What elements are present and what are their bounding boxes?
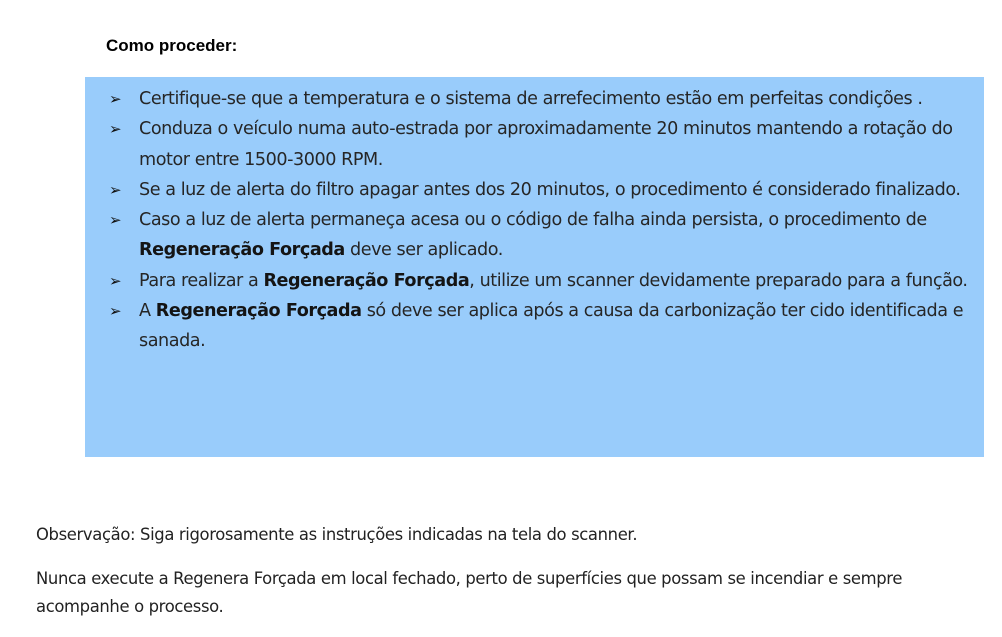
list-item [85, 175, 984, 205]
instructions-list [85, 84, 984, 357]
observation-note: Observação: Siga rigorosamente as instruções indicadas na tela do scanner. [36, 525, 638, 544]
warning-note: Nunca execute a Regenera Forçada em local fechado, perto de superfícies que possam se incendiar e sempre acompanhe o processo. [36, 569, 903, 616]
list-item [85, 114, 984, 175]
item-text: Certifique-se que a temperatura e o sistema de arrefecimento estão em perfeitas condições . [139, 89, 923, 109]
list-item [85, 84, 984, 114]
emphasis-text: Regeneração Forçada [263, 270, 470, 291]
section-heading: Como proceder: [106, 36, 238, 55]
item-text: A [139, 301, 156, 322]
arrow-bullet-icon: ➢ [109, 180, 122, 199]
arrow-bullet-icon: ➢ [109, 302, 122, 321]
emphasis-text: Regeneração Forçada [155, 301, 362, 322]
arrow-bullet-icon: ➢ [109, 211, 122, 230]
item-text: Para realizar a [139, 270, 264, 291]
item-text: Se a luz de alerta do filtro apagar antes dos 20 minutos, o procedimento é considerado finalizado. [139, 179, 961, 200]
item-text: deve ser aplicado. [344, 240, 503, 261]
list-item [85, 205, 984, 266]
instructions-box [85, 77, 984, 457]
emphasis-text: Regeneração Forçada [139, 240, 345, 261]
item-text: só deve ser aplica após a causa da carbonização ter cido identificada e sanada. [139, 301, 964, 352]
list-item [85, 266, 984, 296]
item-text: , utilize um scanner devidamente preparado para a função. [469, 270, 968, 291]
arrow-bullet-icon: ➢ [109, 120, 122, 139]
arrow-bullet-icon: ➢ [109, 90, 122, 108]
list-item [85, 296, 984, 357]
arrow-bullet-icon: ➢ [109, 271, 122, 290]
item-text: Caso a luz de alerta permaneça acesa ou o código de falha ainda persista, o procedimento de [139, 210, 927, 231]
item-text: Conduza o veículo numa auto-estrada por aproximadamente 20 minutos mantendo a rotação do motor entre 1500-3000 RPM. [139, 119, 953, 170]
